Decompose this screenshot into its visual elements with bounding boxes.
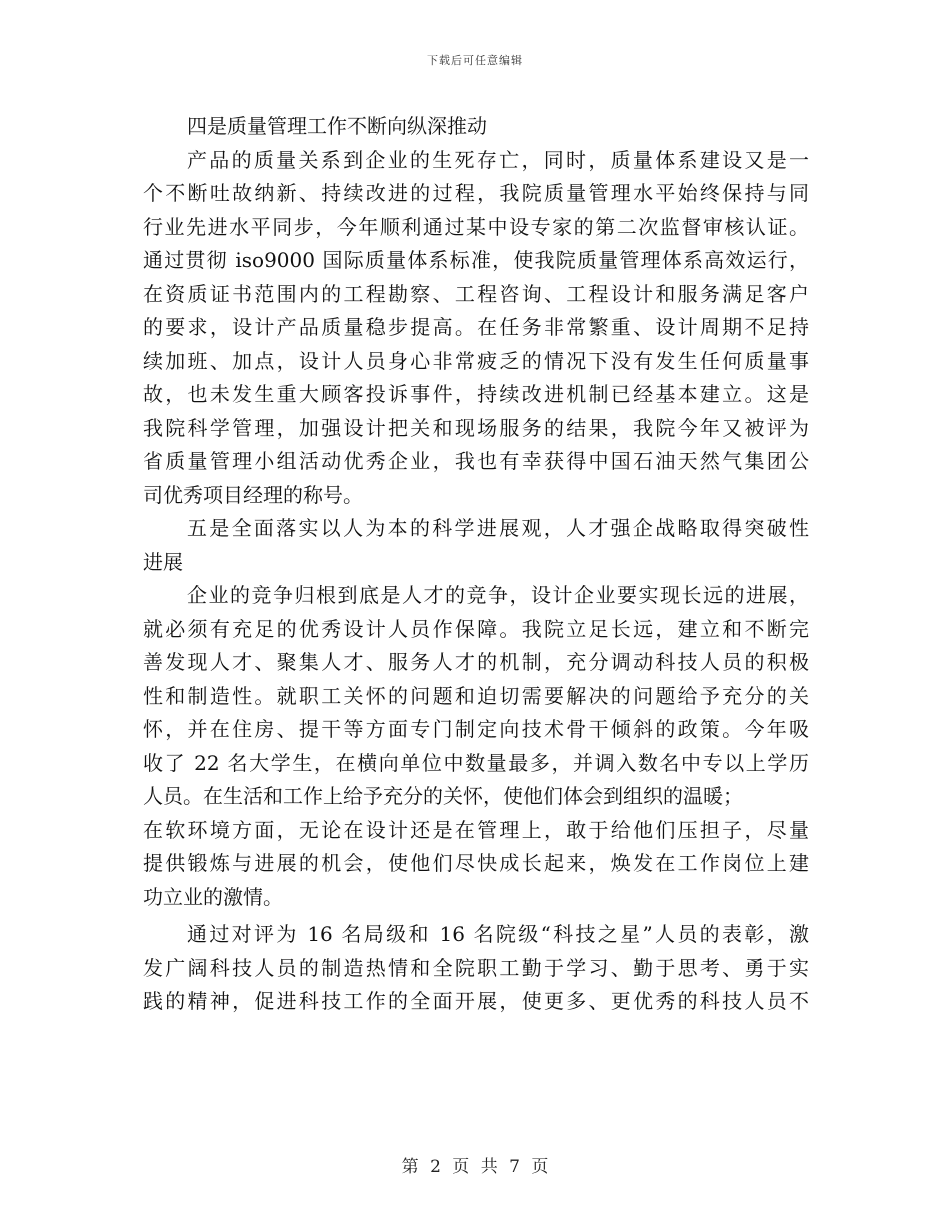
paragraph-line: 在软环境方面，无论在设计还是在管理上，敢于给他们压担子，尽量	[143, 817, 809, 842]
paragraph-line: 企业的竞争归根到底是人才的竞争，设计企业要实现长远的进展，	[187, 583, 809, 607]
paragraph-line: 怀，并在住房、提干等方面专门制定向技术骨干倾斜的政策。今年吸	[143, 717, 809, 741]
paragraph-line: 在资质证书范围内的工程勘察、工程咨询、工程设计和服务满足客户	[143, 281, 809, 306]
paragraph-line: 人员。在生活和工作上给予充分的关怀，使他们体会到组织的温暖；	[143, 784, 743, 808]
paragraph-line: 的要求，设计产品质量稳步提高。在任务非常繁重、设计周期不足持	[143, 315, 809, 339]
section-heading-4: 四是质量管理工作不断向纵深推动	[187, 114, 487, 138]
paragraph-line: 省质量管理小组活动优秀企业，我也有幸获得中国石油天然气集团公	[143, 449, 809, 473]
paragraph-line: 通过贯彻 iso9000 国际质量体系标准，使我院质量管理体系高效运行，	[143, 248, 809, 272]
page-number: 第 2 页 共 7 页	[401, 1157, 549, 1177]
paragraph-line: 个不断吐故纳新、持续改进的过程，我院质量管理水平始终保持与同	[143, 181, 809, 205]
paragraph-line: 我院科学管理，加强设计把关和现场服务的结果，我院今年又被评为	[143, 415, 809, 440]
paragraph-line: 续加班、加点，设计人员身心非常疲乏的情况下没有发生任何质量事	[143, 348, 809, 373]
paragraph-line: 善发现人才、聚集人才、服务人才的机制，充分调动科技人员的积极	[143, 650, 809, 674]
section-heading-5-cont: 进展	[143, 549, 183, 574]
paragraph-line: 产品的质量关系到企业的生死存亡，同时，质量体系建设又是一	[187, 147, 809, 172]
paragraph-line: 司优秀项目经理的称号。	[143, 482, 363, 507]
paragraph-line: 提供锻炼与进展的机会，使他们尽快成长起来，焕发在工作岗位上建	[143, 851, 809, 875]
paragraph-line: 发广阔科技人员的制造热情和全院职工勤于学习、勤于思考、勇于实	[143, 955, 809, 980]
paragraph-line: 行业先进水平同步，今年顺利通过某中设专家的第二次监督审核认证。	[143, 214, 809, 239]
paragraph-line: 践的精神，促进科技工作的全面开展，使更多、更优秀的科技人员不	[143, 989, 809, 1013]
paragraph-line: 性和制造性。就职工关怀的问题和迫切需要解决的问题给予充分的关	[143, 683, 809, 708]
paragraph-line: 功立业的激情。	[143, 884, 283, 909]
section-heading-5: 五是全面落实以人为本的科学进展观，人才强企战略取得突破性	[187, 516, 809, 540]
paragraph-line: 故，也未发生重大顾客投诉事件，持续改进机制已经基本建立。这是	[143, 382, 809, 406]
paragraph-line: 通过对评为 16 名局级和 16 名院级“科技之星”人员的表彰，激	[187, 922, 809, 946]
paragraph-line: 就必须有充足的优秀设计人员作保障。我院立足长远，建立和不断完	[143, 616, 809, 641]
page-header: 下载后可任意编辑	[427, 54, 523, 67]
paragraph-line: 收了 22 名大学生，在横向单位中数量最多，并调入数名中专以上学历	[143, 750, 809, 775]
document-body	[143, 110, 809, 1019]
